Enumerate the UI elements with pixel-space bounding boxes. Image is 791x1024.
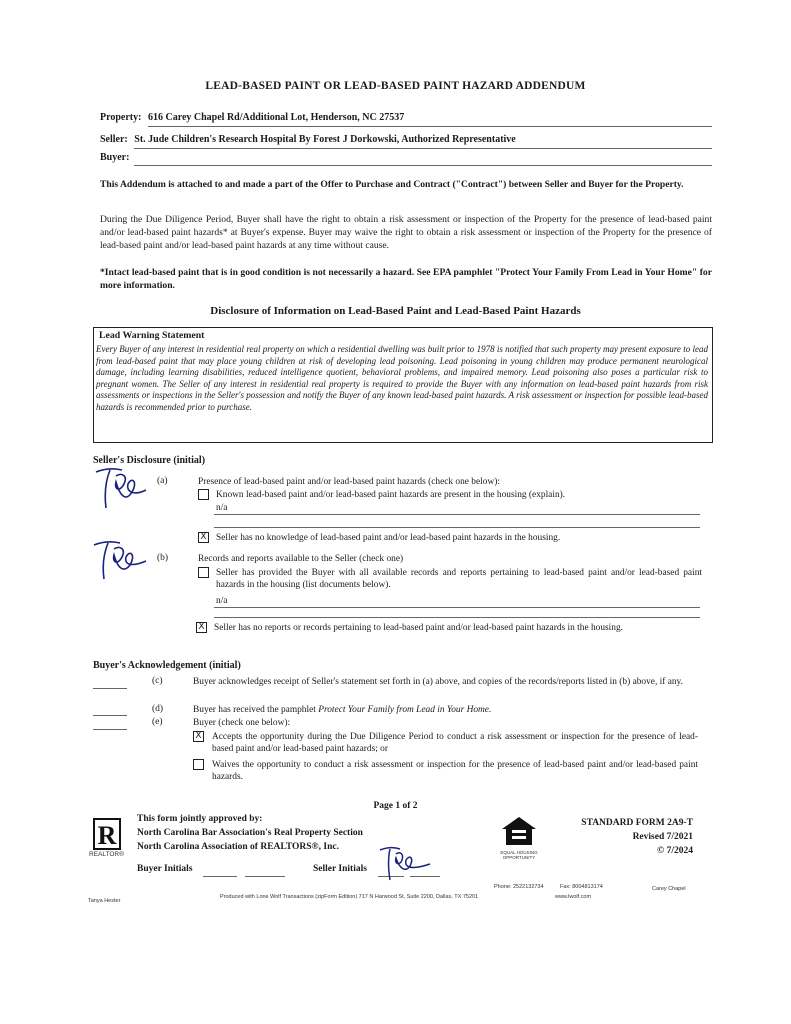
item-b-answer-line2	[214, 617, 700, 618]
seller-row	[100, 134, 712, 145]
item-a-option1-checkbox[interactable]	[198, 489, 209, 500]
item-b-option1-text: Seller has provided the Buyer with all available records and reports pertaining to lead-based paint and/or lead-based paint hazards in the housing (list documents below).	[216, 568, 702, 590]
item-a-answer-line1	[214, 514, 700, 515]
intact-note: *Intact lead-based paint that is in good condition is not necessarily a hazard. See EPA pamphlet "Protect Your Family From Lead in Your Home" for more information.	[100, 267, 712, 291]
item-b-letter: (b)	[157, 553, 169, 563]
intro-paragraph: This Addendum is attached to and made a part of the Offer to Purchase and Contract ("Contract") between Seller and Buyer for the Property.	[100, 179, 684, 190]
buyer-initials-label: Buyer Initials	[137, 864, 193, 874]
seller-value: St. Jude Children's Research Hospital By Forest J Dorkowski, Authorized Representative	[134, 134, 516, 145]
item-e-option2-checkbox[interactable]	[193, 759, 204, 770]
buyer-initials-line1[interactable]	[203, 876, 237, 877]
item-e-option1-text: Accepts the opportunity during the Due Diligence Period to conduct a risk assessment or inspection for the presence of lead-based paint and/or lead-based paint hazards; or	[212, 732, 698, 754]
item-c-letter: (c)	[152, 676, 163, 686]
item-b-option2-checkbox[interactable]: X	[196, 622, 207, 633]
item-d-text	[193, 704, 698, 716]
item-e-letter: (e)	[152, 717, 163, 727]
approved-by: This form jointly approved by:	[137, 814, 263, 824]
svg-text:R: R	[97, 821, 117, 850]
realtor-logo	[93, 818, 121, 850]
item-b-option2-text: Seller has no reports or records pertaining to lead-based paint and/or lead-based paint hazards in the housing.	[214, 623, 623, 633]
item-d-text-plain: Buyer has received the pamphlet	[193, 705, 319, 715]
realtor-r-icon	[93, 818, 121, 850]
item-b-answer-line1	[214, 607, 700, 608]
buyer-initial-e-line[interactable]	[93, 729, 127, 730]
equal-housing-caption: EQUAL HOUSING OPPORTUNITY	[500, 850, 538, 860]
item-b-option1-answer[interactable]: n/a	[216, 596, 228, 606]
approving-org-1: North Carolina Bar Association's Real Property Section	[137, 828, 363, 838]
agent-phone: Phone: 2522132734	[494, 884, 544, 890]
buyer-row	[100, 152, 712, 163]
due-diligence-paragraph: During the Due Diligence Period, Buyer shall have the right to obtain a risk assessment or inspection of the Property for the presence of lead-based paint and/or lead-based paint hazards* at Buyer's expense. Buyer may waive the right to obtain a risk assessment or inspection of the Property for the presence of lead-based paint and/or lead-based paint hazards at any time without cause.	[100, 214, 712, 251]
seller-label: Seller:	[100, 134, 128, 145]
lead-warning-text: Every Buyer of any interest in residential real property on which a residential dwelling was built prior to 1978 is notified that such property may present exposure to lead from lead-based paint that may place young children at risk of developing lead poisoning. Lead poisoning in young children may produce permanent neurological damage, including learning disabilities, reduced intelligence quotient, behavioral problems, and impaired memory. Lead poisoning also poses a particular risk to pregnant women. The Seller of any interest in residential real property is required to provide the Buyer with any information on lead-based paint hazards from risk assessments or inspections in the Seller's possession and notify the Buyer of any known lead-based paint hazards. A risk assessment or inspection for possible lead-based hazards is recommended prior to purchase.	[96, 344, 708, 412]
disclosure-title: Disclosure of Information on Lead-Based Paint and Lead-Based Paint Hazards	[210, 305, 581, 317]
seller-initials-footer-signature	[376, 842, 440, 882]
item-e-text: Buyer (check one below):	[193, 718, 291, 728]
agent-name: Tanya Hester	[88, 898, 121, 904]
seller-initials-signature-b	[90, 533, 154, 583]
buyer-initials-line2[interactable]	[245, 876, 285, 877]
item-a-option2-checkbox[interactable]: X	[198, 532, 209, 543]
item-c-text: Buyer acknowledges receipt of Seller's statement set forth in (a) above, and copies of the records/reports listed in (b) above, if any.	[193, 677, 683, 687]
buyer-initial-d-line[interactable]	[93, 715, 127, 716]
item-d-letter: (d)	[152, 704, 164, 714]
form-copyright: © 7/2024	[657, 846, 693, 856]
item-b-text: Records and reports available to the Seller (check one)	[198, 554, 404, 564]
property-label: Property:	[100, 112, 142, 123]
form-title: LEAD-BASED PAINT OR LEAD-BASED PAINT HAZARD ADDENDUM	[205, 80, 586, 92]
equal-housing-icon	[500, 815, 538, 849]
agent-fax: Fax: 8004813174	[560, 884, 603, 890]
buyer-ack-heading: Buyer's Acknowledgement (initial)	[93, 660, 241, 671]
item-e-option1-checkbox[interactable]: X	[193, 731, 204, 742]
item-d-pamphlet-title: Protect Your Family from Lead in Your Home.	[318, 705, 492, 715]
item-b-option1-checkbox[interactable]	[198, 567, 209, 578]
buyer-initial-c-line[interactable]	[93, 688, 127, 689]
buyer-label: Buyer:	[100, 152, 130, 163]
item-e-option2-text: Waives the opportunity to conduct a risk assessment or inspection for the presence of lead-based paint and/or lead-based paint hazards.	[212, 760, 698, 782]
file-name: Carey Chapel	[652, 886, 686, 892]
page-number: Page 1 of 2	[373, 801, 418, 811]
item-a-option2-text: Seller has no knowledge of lead-based paint and/or lead-based paint hazards in the housing.	[216, 533, 561, 543]
produced-with: Produced with Lone Wolf Transactions (zipForm Edition) 717 N Harwood St, Suite 2200, Dallas, TX 75201	[220, 894, 479, 900]
form-id: STANDARD FORM 2A9-T	[581, 818, 693, 828]
property-row	[100, 112, 712, 123]
item-a-answer-line2	[214, 527, 700, 528]
seller-line	[134, 148, 712, 149]
seller-initials-label: Seller Initials	[313, 864, 367, 874]
form-revised: Revised 7/2021	[632, 832, 693, 842]
lead-warning-title: Lead Warning Statement	[99, 330, 205, 341]
buyer-line	[134, 165, 712, 166]
item-a-option1-answer[interactable]: n/a	[216, 503, 228, 513]
approving-org-2: North Carolina Association of REALTORS®, Inc.	[137, 842, 339, 852]
item-a-text: Presence of lead-based paint and/or lead-based paint hazards (check one below):	[198, 477, 500, 487]
lone-wolf-link[interactable]: www.lwolf.com	[555, 894, 592, 900]
property-value: 616 Carey Chapel Rd/Additional Lot, Henderson, NC 27537	[147, 112, 405, 123]
seller-initials-signature-a	[92, 462, 156, 514]
item-a-letter: (a)	[157, 476, 168, 486]
property-line	[148, 126, 712, 127]
item-a-option1-text: Known lead-based paint and/or lead-based paint hazards are present in the housing (explain).	[216, 490, 566, 500]
realtor-logo-caption: REALTOR®	[89, 851, 124, 858]
seller-disclosure-heading: Seller's Disclosure (initial)	[93, 455, 206, 466]
